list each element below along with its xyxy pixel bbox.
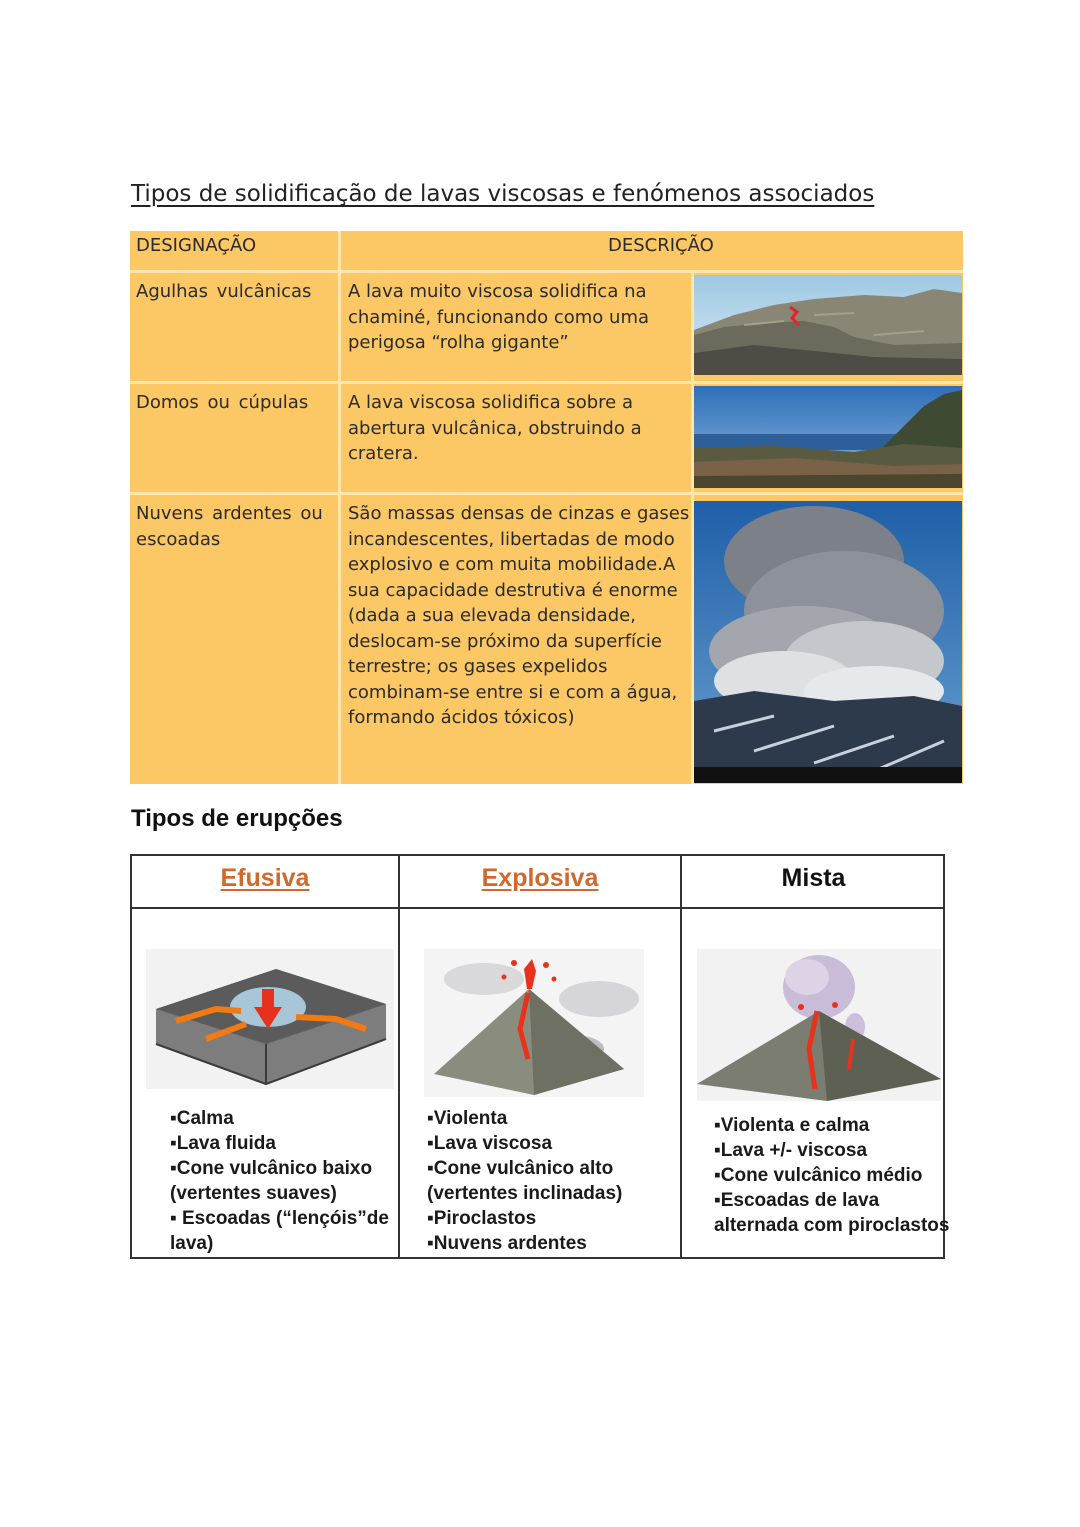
list-item: ▪Cone vulcânico baixo: [170, 1158, 373, 1179]
list-item: lava): [170, 1233, 214, 1254]
row-designacao: Nuvens ardentes ou escoadas: [136, 503, 323, 550]
header-descricao: DESCRIÇÃO: [608, 235, 714, 256]
section-title-solidification: Tipos de solidificação de lavas viscosas e fenómenos associados: [131, 181, 875, 207]
row-designacao: Agulhas vulcânicas: [136, 281, 312, 302]
mountain-needle-photo: [694, 275, 962, 375]
list-item: ▪Nuvens ardentes: [427, 1233, 587, 1254]
explosive-volcano-illustration: [424, 949, 644, 1097]
table-divider: [398, 856, 400, 1257]
row-descricao: A lava muito viscosa solidifica na chaminé, funcionando como uma perigosa “rolha gigante”: [348, 281, 650, 353]
table-divider: [132, 907, 943, 909]
column-header-efusiva[interactable]: Efusiva: [220, 864, 310, 892]
table-divider: [130, 492, 963, 495]
list-item: ▪Violenta e calma: [714, 1115, 870, 1136]
eruption-types-table: [130, 854, 950, 1259]
list-item: (vertentes suaves): [170, 1183, 337, 1204]
row-designacao: Domos ou cúpulas: [136, 392, 309, 413]
table-divider: [680, 856, 682, 1257]
column-header-explosiva[interactable]: Explosiva: [481, 864, 599, 892]
table-divider: [130, 270, 963, 273]
table-divider: [130, 381, 963, 384]
list-item: ▪Lava fluida: [170, 1133, 276, 1154]
row-descricao: São massas densas de cinzas e gases incandescentes, libertadas de modo explosivo e com muita mobilidade.A sua capacidade destrutiva é enorme (dada a sua elevada densidade, deslocam-se próximo da superfície terrestre; os gases expelidos combinam-se entre si e com a água, formando ácidos tóxicos): [348, 503, 690, 728]
list-item: (vertentes inclinadas): [427, 1183, 623, 1204]
table-divider: [338, 231, 341, 784]
ash-cloud-eruption-photo: [694, 501, 962, 783]
coastal-dome-photo: [694, 386, 962, 488]
list-item: ▪Piroclastos: [427, 1208, 537, 1229]
list-item: ▪Lava viscosa: [427, 1133, 553, 1154]
list-item: ▪Cone vulcânico médio: [714, 1165, 923, 1186]
solidification-table: [130, 231, 963, 784]
list-item: ▪Calma: [170, 1108, 234, 1129]
row-descricao: A lava viscosa solidifica sobre a abertura vulcânica, obstruindo a cratera.: [348, 392, 642, 464]
list-item: ▪Violenta: [427, 1108, 508, 1129]
list-item: ▪ Escoadas (“lençóis”de: [170, 1208, 389, 1229]
list-item: ▪Cone vulcânico alto: [427, 1158, 614, 1179]
explosiva-characteristics-list: [427, 1106, 622, 1256]
list-item: alternada com piroclastos: [714, 1215, 950, 1236]
header-designacao: DESIGNAÇÃO: [136, 235, 257, 256]
mista-characteristics-list: [714, 1113, 949, 1238]
column-header-mista: Mista: [781, 864, 846, 892]
mixed-volcano-illustration: [697, 949, 941, 1101]
list-item: ▪Lava +/- viscosa: [714, 1140, 868, 1161]
section-title-eruptions: Tipos de erupções: [131, 805, 343, 832]
list-item: ▪Escoadas de lava: [714, 1190, 880, 1211]
effusive-volcano-illustration: [146, 949, 394, 1089]
efusiva-characteristics-list: [170, 1106, 389, 1256]
